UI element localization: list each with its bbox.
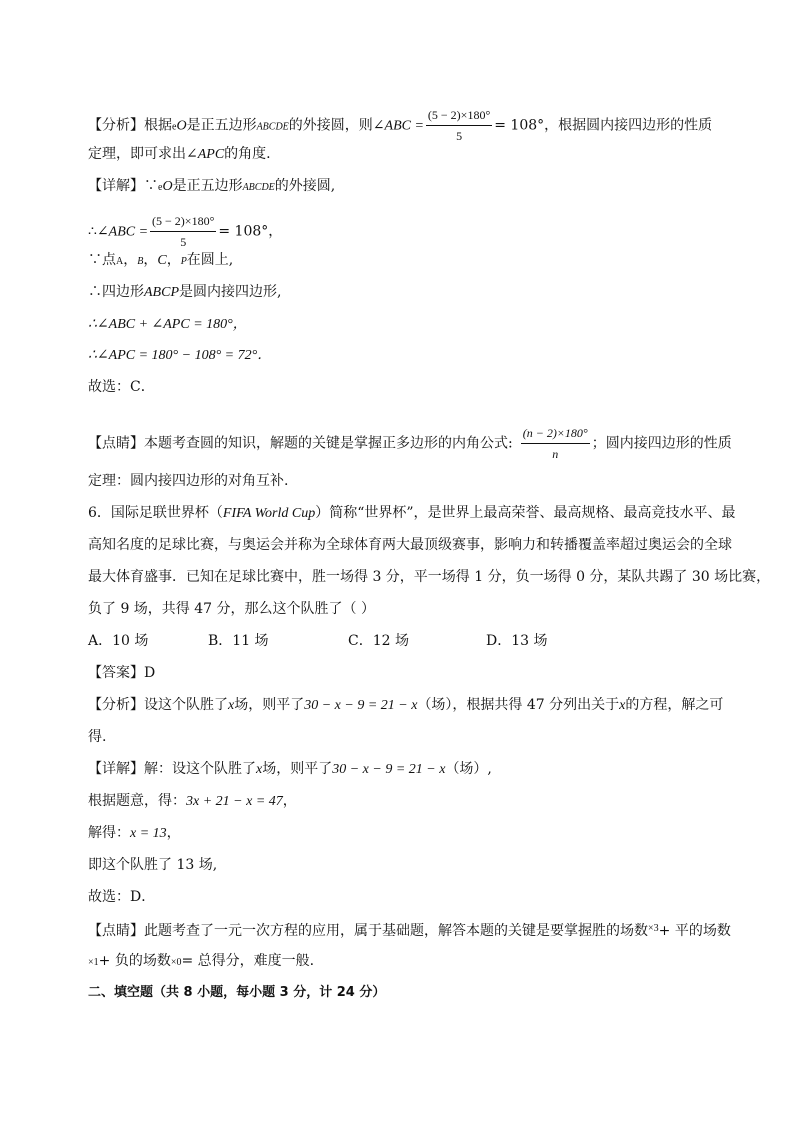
review-1-line-1: 【点睛】本题考查圆的知识，解题的关键是掌握正多边形的内角公式: $\frac{(n - 2)\times 180^\circ}{n}$ ；圆内接四边形的性质 bbox=[88, 426, 732, 461]
review-1-line-2: 定理：圆内接四边形的对角互补. bbox=[88, 473, 289, 489]
answer-label: 【答案】 bbox=[88, 665, 144, 681]
question-6-line-2: 高知名度的足球比赛，与奥运会并称为全球体育两大最顶级赛事，影响力和转播覆盖率超过奥运会的全球 bbox=[88, 537, 732, 553]
option-d: D．13 场 bbox=[486, 633, 548, 649]
detail-1-step-2: ∵点A，B，C，P在圆上, bbox=[88, 252, 234, 268]
option-a: A．10 场 bbox=[88, 633, 149, 649]
answer-line bbox=[88, 664, 155, 682]
analysis-label: 【分析】 bbox=[88, 117, 144, 134]
question-6-line-3: 最大体育盛事．已知在足球比赛中，胜一场得 3 分，平一场得 1 分，负一场得 0 分，某队共踢了 30 场比赛， bbox=[88, 569, 771, 585]
review-2-line-2: ×1+ 负的场数×0= 总得分，难度一般. bbox=[88, 953, 315, 969]
option-b: B．11 场 bbox=[208, 633, 269, 649]
question-6-line-4: 负了 9 场，共得 47 分，那么这个队胜了（ ） bbox=[88, 601, 375, 617]
detail-1-line-1: 【详解】∵eO是正五边形ABCDE的外接圆, bbox=[88, 178, 336, 194]
polygon-angle-fraction: $\frac{(n - 2)\times 180^\circ}{n}$ bbox=[522, 426, 588, 461]
review-label: 【点睛】 bbox=[88, 435, 144, 452]
detail-2-step-1: 根据题意，得：3x + 21 − x = 47， bbox=[88, 793, 297, 809]
answer-value: D bbox=[144, 665, 156, 681]
detail-1-step-5: ∴∠APC = 180° − 108° = 72°． bbox=[88, 348, 272, 363]
circle-symbol: e bbox=[172, 121, 177, 133]
detail-2-line-1: 【详解】解：设这个队胜了x场，则平了30 − x − 9 = 21 − x（场）, bbox=[88, 761, 492, 777]
detail-2-step-3: 即这个队胜了 13 场, bbox=[88, 857, 218, 873]
detail-1-step-4: ∴∠ABC + ∠APC = 180°， bbox=[88, 317, 247, 332]
question-6-line-1: 6．国际足联世界杯（FIFA World Cup）简称“世界杯”，是世界上最高荣誉、最高规格、最高竞技水平、最 bbox=[88, 505, 736, 521]
detail-1-step-1: ∴∠ABC = $\frac{(5 - 2)\times 180^\circ}{5}$ = 108°， bbox=[88, 214, 283, 249]
detail-1-step-3: ∴四边形ABCP是圆内接四边形, bbox=[88, 284, 282, 300]
section-2-heading: 二、填空题（共 8 小题，每小题 3 分，计 24 分） bbox=[88, 985, 386, 1000]
detail-2-step-2: 解得：x = 13， bbox=[88, 825, 181, 841]
detail-label: 【详解】 bbox=[88, 178, 144, 194]
analysis-2-line-1: 【分析】设这个队胜了x场，则平了30 − x − 9 = 21 − x（场），根据共得 47 分列出关于x的方程，解之可 bbox=[88, 697, 724, 713]
review-2-line-1: 【点睛】此题考查了一元一次方程的应用，属于基础题，解答本题的关键是要掌握胜的场数$^{\times 3}$+ 平的场数 bbox=[88, 923, 731, 939]
detail-2-choice: 故选：D． bbox=[88, 889, 156, 905]
analysis-1-line-1: 【分析】根据eO是正五边形ABCDE的外接圆，则∠ABC = $\frac{(5 - 2)\times 180^\circ}{5}$ = 108°，根据圆内接四边形的性质 bbox=[88, 108, 713, 143]
angle-fraction: $\frac{(5 - 2)\times 180^\circ}{5}$ bbox=[427, 108, 491, 143]
analysis-1-line-2: 定理，即可求出∠APC的角度. bbox=[88, 146, 271, 162]
angle-fraction-2: $\frac{(5 - 2)\times 180^\circ}{5}$ bbox=[152, 214, 215, 249]
option-c: C．12 场 bbox=[348, 633, 409, 649]
analysis-2-line-2: 得. bbox=[88, 729, 107, 745]
detail-1-choice: 故选：C． bbox=[88, 379, 155, 395]
